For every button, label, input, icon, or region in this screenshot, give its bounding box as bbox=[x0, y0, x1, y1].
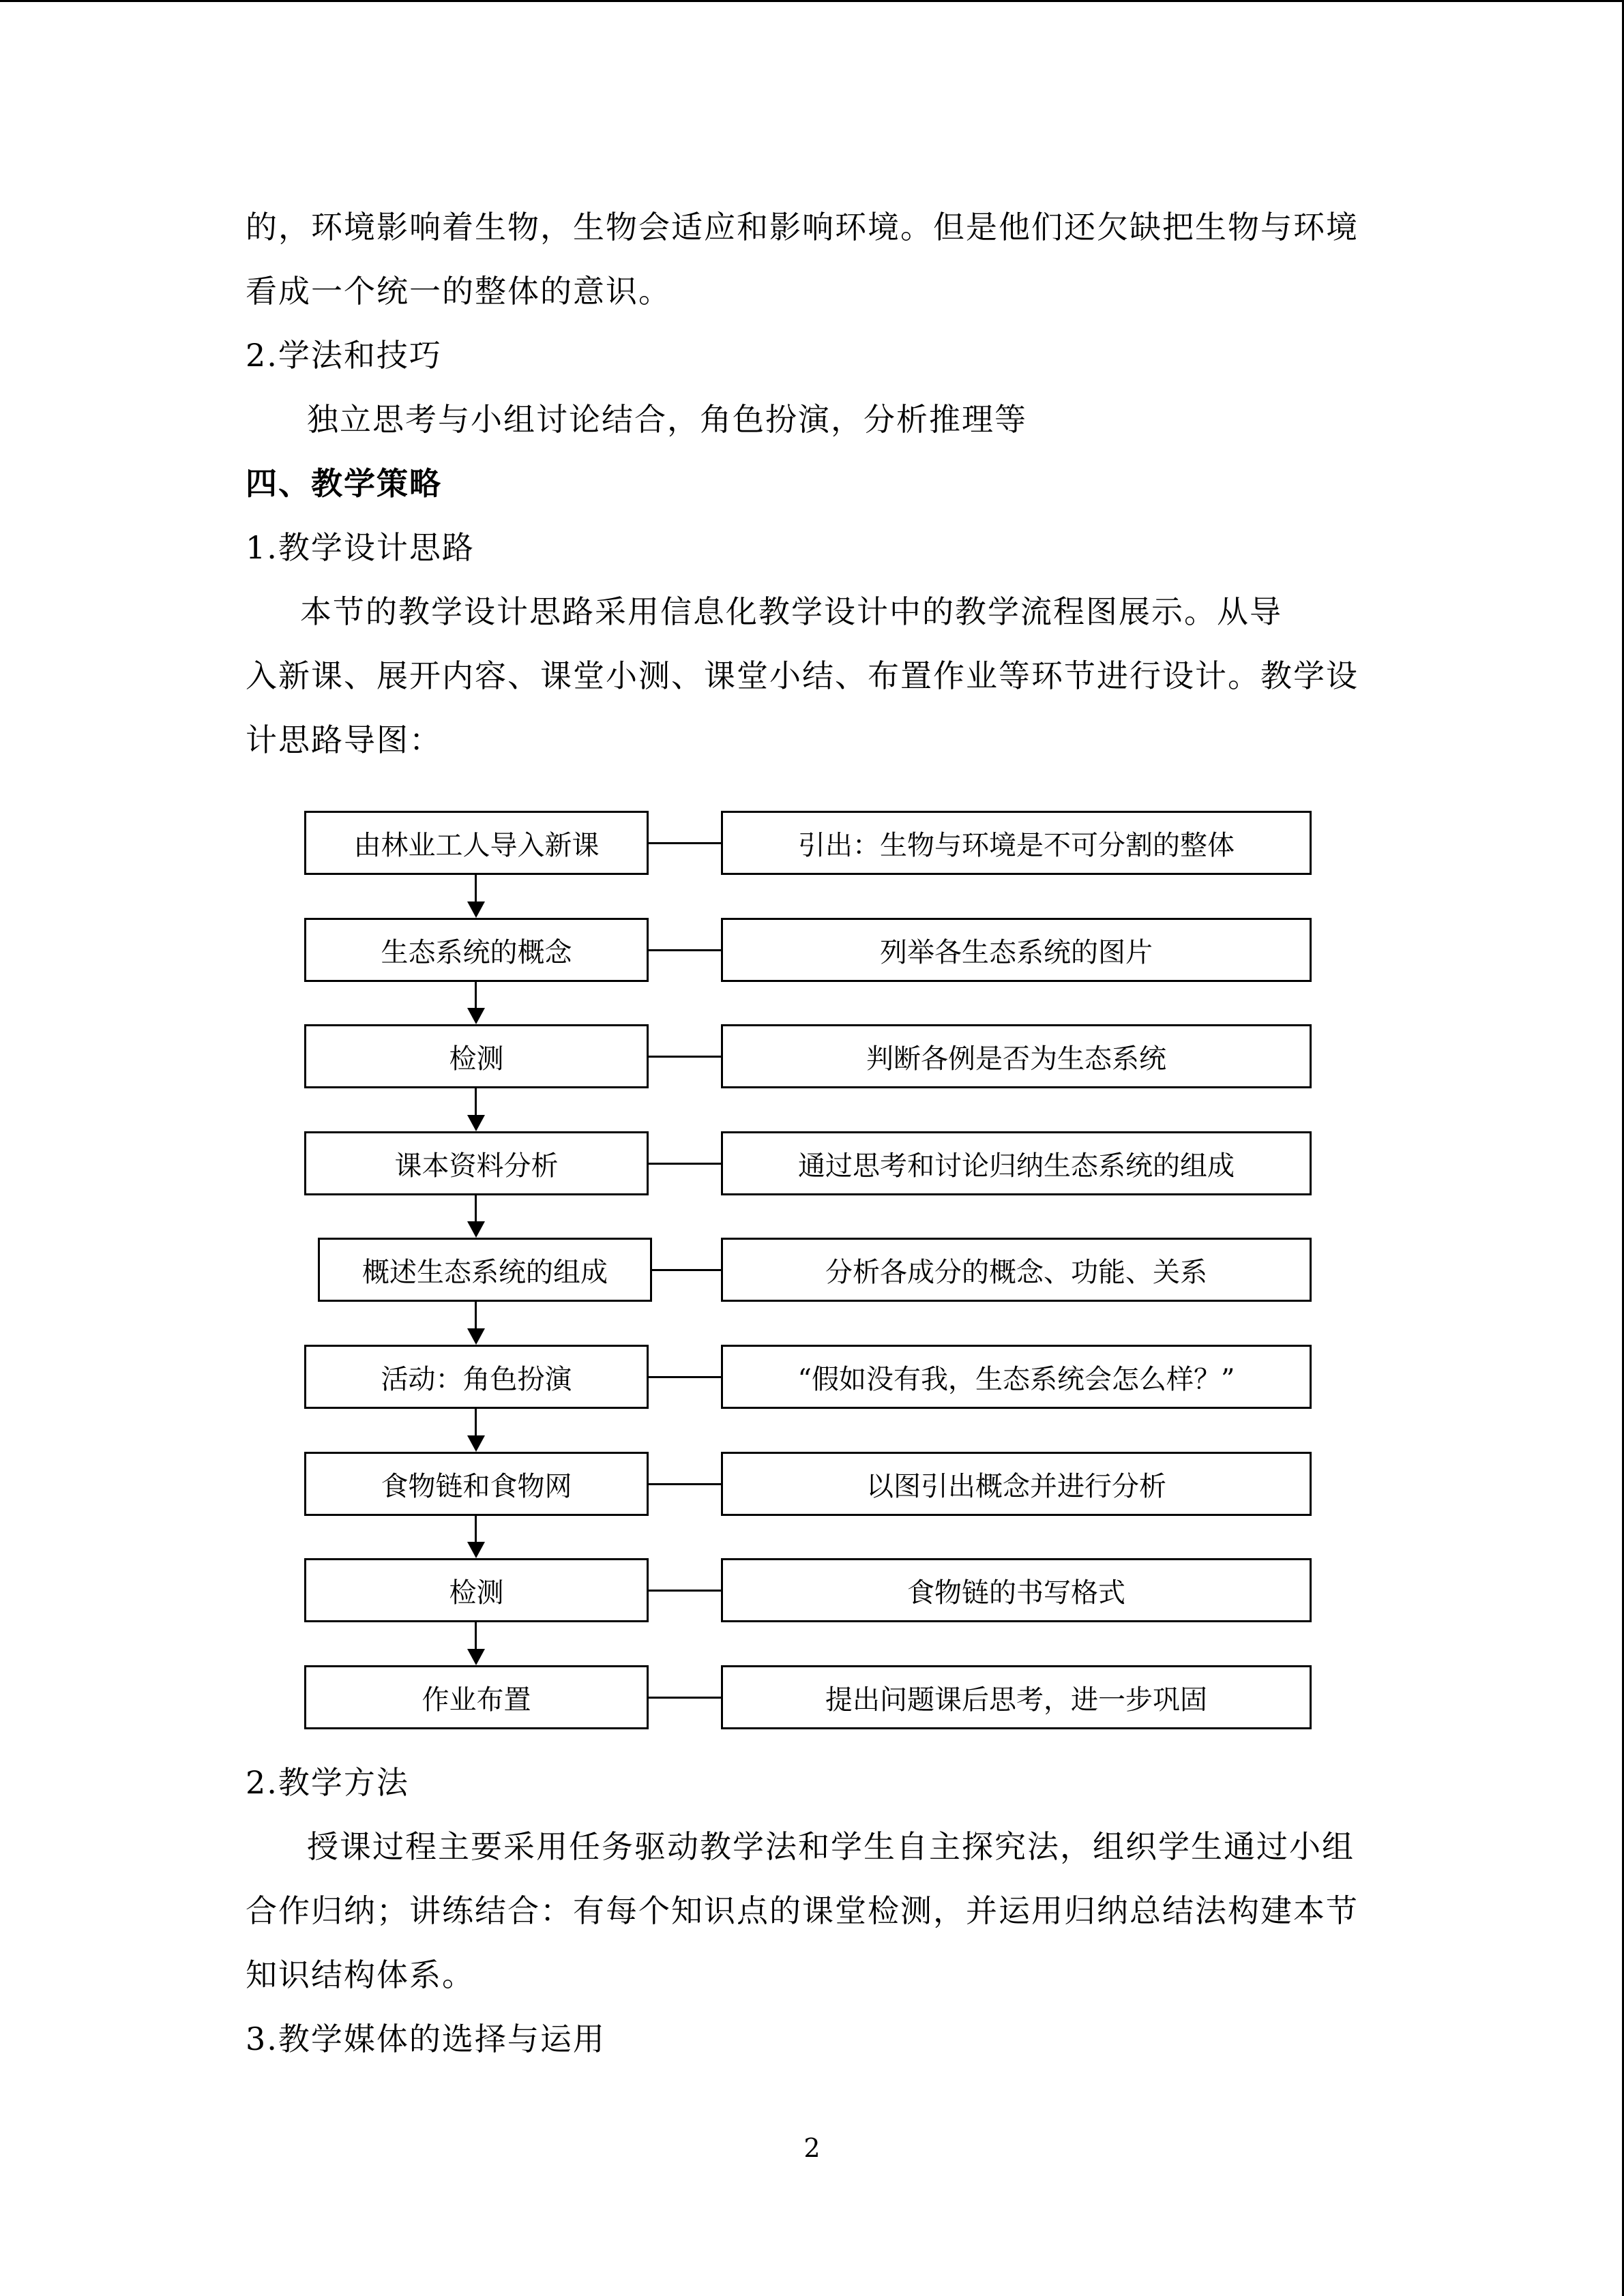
flow-note-box: 以图引出概念并进行分析 bbox=[721, 1452, 1312, 1516]
subheading-media: 3.教学媒体的选择与运用 bbox=[246, 2021, 606, 2057]
paragraph-line: 计思路导图： bbox=[246, 721, 442, 758]
flow-step-box: 作业布置 bbox=[304, 1665, 649, 1729]
connector-line bbox=[649, 1483, 721, 1485]
flow-arrow-line bbox=[475, 1302, 477, 1330]
arrow-down-icon bbox=[467, 1115, 485, 1131]
connector-line bbox=[649, 1376, 721, 1378]
flow-note-box: 列举各生态系统的图片 bbox=[721, 918, 1312, 982]
paragraph-line: 的，环境影响着生物，生物会适应和影响环境。但是他们还欠缺把生物与环境 bbox=[246, 209, 1359, 245]
arrow-down-icon bbox=[467, 1542, 485, 1558]
flow-step-box: 概述生态系统的组成 bbox=[318, 1238, 652, 1302]
arrow-down-icon bbox=[467, 1008, 485, 1024]
paragraph-line: 独立思考与小组讨论结合，角色扮演，分析推理等 bbox=[307, 401, 1027, 438]
connector-line bbox=[649, 1163, 721, 1165]
section-heading-teaching-strategy: 四、教学策略 bbox=[246, 465, 442, 502]
flow-arrow-line bbox=[475, 875, 477, 903]
flow-note-box: 分析各成分的概念、功能、关系 bbox=[721, 1238, 1312, 1302]
page-border-top bbox=[0, 0, 1624, 2]
paragraph-line: 入新课、展开内容、课堂小测、课堂小结、布置作业等环节进行设计。教学设 bbox=[246, 657, 1359, 694]
connector-line bbox=[649, 949, 721, 951]
flow-step-box: 由林业工人导入新课 bbox=[304, 811, 649, 875]
connector-line bbox=[649, 1697, 721, 1699]
arrow-down-icon bbox=[467, 1221, 485, 1238]
subheading-design-approach: 1.教学设计思路 bbox=[246, 529, 475, 566]
connector-line bbox=[652, 1269, 721, 1271]
arrow-down-icon bbox=[467, 1649, 485, 1665]
subheading-teaching-methods: 2.教学方法 bbox=[246, 1764, 409, 1801]
flow-arrow-line bbox=[475, 982, 477, 1009]
flow-step-box: 检测 bbox=[304, 1558, 649, 1622]
flow-note-box: 通过思考和讨论归纳生态系统的组成 bbox=[721, 1131, 1312, 1195]
flow-step-box: 生态系统的概念 bbox=[304, 918, 649, 982]
flow-note-box: 判断各例是否为生态系统 bbox=[721, 1024, 1312, 1088]
flow-note-box: “假如没有我，生态系统会怎么样？” bbox=[721, 1345, 1312, 1409]
flow-step-box: 食物链和食物网 bbox=[304, 1452, 649, 1516]
paragraph-line: 知识结构体系。 bbox=[246, 1956, 475, 1993]
paragraph-line: 授课过程主要采用任务驱动教学法和学生自主探究法，组织学生通过小组 bbox=[307, 1828, 1355, 1865]
flow-arrow-line bbox=[475, 1195, 477, 1223]
paragraph-line: 本节的教学设计思路采用信息化教学设计中的教学流程图展示。从导 bbox=[300, 593, 1282, 630]
flow-note-box: 提出问题课后思考，进一步巩固 bbox=[721, 1665, 1312, 1729]
flow-arrow-line bbox=[475, 1622, 477, 1650]
connector-line bbox=[649, 1056, 721, 1058]
flow-note-box: 引出：生物与环境是不可分割的整体 bbox=[721, 811, 1312, 875]
paragraph-line: 看成一个统一的整体的意识。 bbox=[246, 273, 671, 310]
flow-arrow-line bbox=[475, 1409, 477, 1437]
paragraph-line: 合作归纳；讲练结合：有每个知识点的课堂检测，并运用归纳总结法构建本节 bbox=[246, 1892, 1359, 1929]
flow-step-box: 活动：角色扮演 bbox=[304, 1345, 649, 1409]
subheading-study-methods: 2.学法和技巧 bbox=[246, 337, 442, 374]
arrow-down-icon bbox=[467, 1435, 485, 1452]
arrow-down-icon bbox=[467, 901, 485, 918]
flow-step-box: 检测 bbox=[304, 1024, 649, 1088]
flow-note-box: 食物链的书写格式 bbox=[721, 1558, 1312, 1622]
connector-line bbox=[649, 1590, 721, 1592]
page-number: 2 bbox=[803, 2133, 821, 2163]
flow-step-box: 课本资料分析 bbox=[304, 1131, 649, 1195]
flow-arrow-line bbox=[475, 1088, 477, 1116]
connector-line bbox=[649, 842, 721, 844]
flow-arrow-line bbox=[475, 1516, 477, 1543]
arrow-down-icon bbox=[467, 1328, 485, 1345]
